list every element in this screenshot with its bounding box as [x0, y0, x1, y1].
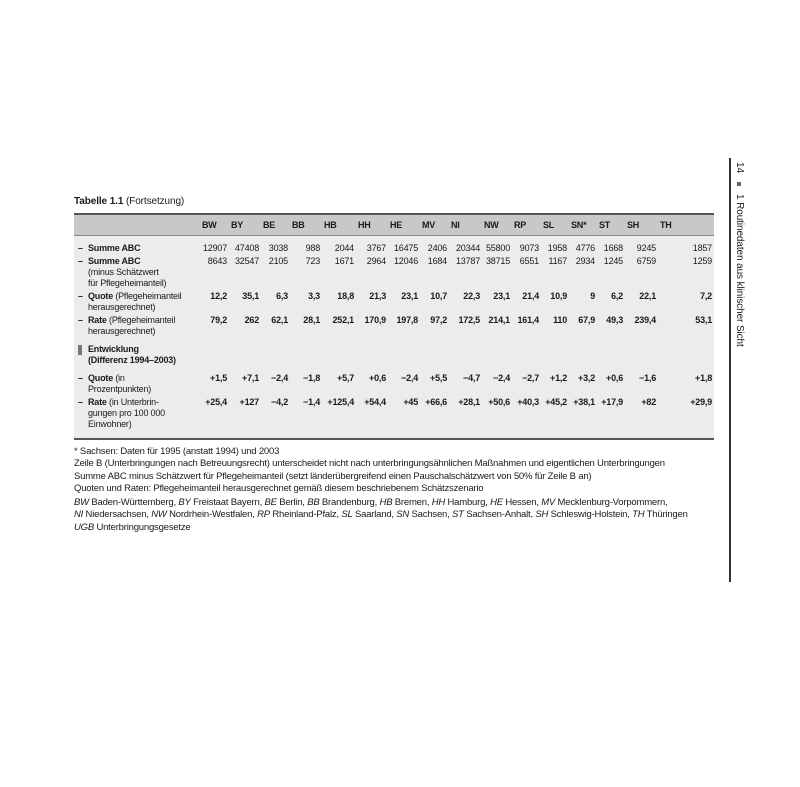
- table-cell: 4776: [575, 243, 595, 253]
- header-cell: HB: [322, 214, 356, 236]
- table-cell: 1259: [692, 256, 712, 266]
- table-cell: −2,4: [271, 373, 288, 383]
- table-cell: +0,6: [369, 373, 386, 383]
- table-cell: +3,2: [578, 373, 595, 383]
- table-cell: 252,1: [332, 315, 354, 325]
- table-cell: +5,7: [337, 373, 354, 383]
- table-cell: 28,1: [303, 315, 320, 325]
- table-cell: 20344: [455, 243, 480, 253]
- note-abbreviations: BW Baden-Württemberg, BY Freistaat Bayern, BE Berlin, BB Brandenburg, HB Bremen, HH Hamburg, HE Hessen, MV Mecklenburg-Vorpommern,: [74, 497, 668, 509]
- table-cell: 47408: [234, 243, 259, 253]
- table-cell: +0,6: [606, 373, 623, 383]
- table-cell: 12907: [202, 243, 227, 253]
- note-abbreviations-2: NI Niedersachsen, NW Nordrhein-Westfalen, RP Rheinland-Pfalz, SL Saarland, SN Sachsen, ST Sachsen-Anhalt, SH Schleswig-Holstein, TH Thüringen: [74, 509, 688, 521]
- table-cell: 22,1: [639, 291, 656, 301]
- table-cell: 1245: [603, 256, 623, 266]
- table-section-entwicklung: [74, 343, 714, 367]
- header-cell: SH: [625, 214, 658, 236]
- table-cell: 7,2: [700, 291, 712, 301]
- table-cell: 2964: [366, 256, 386, 266]
- table-cell: 55800: [485, 243, 510, 253]
- table-cell: −4,7: [463, 373, 480, 383]
- table-cell: +1,5: [210, 373, 227, 383]
- header-cell: MV: [420, 214, 449, 236]
- table-notes: [74, 446, 714, 534]
- table-cell: 239,4: [634, 315, 656, 325]
- table-cell: 10,7: [430, 291, 447, 301]
- table-cell: +45,2: [541, 396, 569, 439]
- table-cell: −1,6: [639, 373, 656, 383]
- table-row-quote: [74, 290, 714, 314]
- table-cell: 3,3: [308, 291, 320, 301]
- note-abbreviations-3: UGB Unterbringungsgesetze: [74, 521, 191, 533]
- header-cell: BE: [261, 214, 290, 236]
- table-cell: 9073: [519, 243, 539, 253]
- table-cell: +28,1: [449, 396, 482, 439]
- table-row-rate-diff: [74, 396, 714, 439]
- header-cell: ST: [597, 214, 625, 236]
- table-row-quote-diff: [74, 372, 714, 396]
- header-cell: RP: [512, 214, 541, 236]
- table-cell: 62,1: [271, 315, 288, 325]
- table-row-summe-abc-minus: [74, 255, 714, 290]
- chapter-title: 1 Routinedaten aus klinischer Sicht: [734, 194, 745, 348]
- table-cell: 6,2: [611, 291, 623, 301]
- table-cell: 9: [590, 291, 595, 301]
- table-cell: −2,4: [401, 373, 418, 383]
- note-sachsen: * Sachsen: Daten für 1995 (anstatt 1994) und 2003: [74, 446, 280, 457]
- table-cell: −1,8: [303, 373, 320, 383]
- table-cell: 1167: [548, 256, 567, 266]
- table-cell: 2406: [427, 243, 447, 253]
- table-cell: +1,2: [550, 373, 567, 383]
- header-cell: BY: [229, 214, 261, 236]
- table-cell: 79,2: [210, 315, 227, 325]
- table-cell: 23,1: [401, 291, 418, 301]
- table-caption: [74, 196, 714, 207]
- table-cell: 3767: [366, 243, 386, 253]
- table-cell: +38,1: [569, 396, 597, 439]
- table-cell: 35,1: [242, 291, 259, 301]
- row-label: – Rate (Pflegeheimanteil herausgerechnet): [78, 315, 176, 336]
- table-cell: +29,9: [658, 396, 714, 439]
- table-cell: 1668: [603, 243, 623, 253]
- table-cell: 12,2: [210, 291, 227, 301]
- table-cell: +45: [388, 396, 420, 439]
- table-cell: 161,4: [517, 315, 539, 325]
- table-cell: +25,4: [200, 396, 229, 439]
- page-content: [74, 196, 714, 534]
- table-cell: +5,5: [430, 373, 447, 383]
- note-summe-abc: Summe ABC minus Schätzwert für Pflegeheimanteil (setzt länderübergreifend einen Pauschalschätzwert von 50% für Zeile B an): [74, 470, 592, 482]
- table-header-row: [74, 214, 714, 236]
- table-cell: 2934: [575, 256, 595, 266]
- table-cell: 1857: [692, 243, 712, 253]
- table-cell: +1,8: [695, 373, 712, 383]
- running-head: [734, 162, 745, 347]
- table-cell: +7,1: [242, 373, 259, 383]
- header-cell: HH: [356, 214, 388, 236]
- table-cell: 67,9: [578, 315, 595, 325]
- note-quoten-raten: Quoten und Raten: Pflegeheimanteil herausgerechnet gemäß diesem beschriebenem Schätzszenario: [74, 482, 484, 494]
- row-label: – Summe ABC (minus Schätzwert für Pflegeheimanteil): [78, 256, 167, 288]
- table-cell: 21,4: [522, 291, 539, 301]
- table-cell: 13787: [455, 256, 480, 266]
- table-cell: 97,2: [430, 315, 447, 325]
- table-cell: 262: [244, 315, 259, 325]
- square-bullet-icon: [737, 182, 741, 186]
- table-cell: 10,9: [550, 291, 567, 301]
- section-marker-icon: [78, 345, 82, 355]
- caption-title: Tabelle 1.1: [74, 196, 124, 207]
- table-cell: 32547: [234, 256, 259, 266]
- table-cell: +66,6: [420, 396, 449, 439]
- table-cell: 49,3: [606, 315, 623, 325]
- caption-suffix: (Fortsetzung): [125, 196, 185, 207]
- table-cell: 12046: [393, 256, 418, 266]
- table-cell: 22,3: [463, 291, 480, 301]
- header-cell: TH: [658, 214, 714, 236]
- note-zeile-b: Zeile B (Unterbringungen nach Betreuungsrecht) unterscheidet nicht nach unterbringungsähnlichen Maßnahmen und eigentlichen Unterbringungen: [74, 458, 665, 470]
- margin-rule: [729, 158, 731, 582]
- table-cell: +40,3: [512, 396, 541, 439]
- row-label: – Rate (in Unterbrin- gungen pro 100 000 Einwohner): [74, 396, 200, 439]
- header-cell: BW: [200, 214, 229, 236]
- row-label: – Summe ABC: [78, 243, 141, 253]
- table-cell: 1958: [547, 243, 567, 253]
- table-cell: 723: [305, 256, 320, 266]
- table-cell: +50,6: [482, 396, 512, 439]
- table-cell: −2,7: [522, 373, 539, 383]
- header-cell: SN*: [569, 214, 597, 236]
- header-cell: SL: [541, 214, 569, 236]
- table-cell: 6551: [519, 256, 539, 266]
- table-cell: 3038: [268, 243, 288, 253]
- table-cell: 23,1: [493, 291, 510, 301]
- table-cell: +82: [625, 396, 658, 439]
- table-cell: 214,1: [488, 315, 510, 325]
- table-cell: 1671: [334, 256, 354, 266]
- data-table: [74, 213, 714, 440]
- table-row-summe-abc: [74, 236, 714, 256]
- header-label-column: [74, 214, 200, 236]
- table-cell: −1,4: [290, 396, 322, 439]
- table-row-rate: [74, 314, 714, 338]
- table-cell: 6,3: [276, 291, 288, 301]
- section-title: Entwicklung (Differenz 1994–2003): [74, 343, 714, 367]
- table-cell: +125,4: [322, 396, 356, 439]
- table-cell: +17,9: [597, 396, 625, 439]
- table-cell: 1684: [427, 256, 447, 266]
- header-cell: BB: [290, 214, 322, 236]
- header-cell: NW: [482, 214, 512, 236]
- table-cell: +127: [229, 396, 261, 439]
- table-cell: 8643: [207, 256, 227, 266]
- table-cell: 2044: [334, 243, 354, 253]
- table-cell: 9245: [636, 243, 656, 253]
- table-cell: 53,1: [695, 315, 712, 325]
- table-cell: 38715: [485, 256, 510, 266]
- table-cell: 2105: [268, 256, 288, 266]
- header-cell: NI: [449, 214, 482, 236]
- row-label: – Quote (in Prozentpunkten): [78, 373, 152, 394]
- table-cell: 172,5: [458, 315, 480, 325]
- table-cell: 16475: [393, 243, 418, 253]
- table-cell: 197,8: [396, 315, 418, 325]
- table-cell: −2,4: [493, 373, 510, 383]
- table-cell: −4,2: [261, 396, 290, 439]
- table-cell: +54,4: [356, 396, 388, 439]
- header-cell: HE: [388, 214, 420, 236]
- table-cell: 170,9: [364, 315, 386, 325]
- row-label: – Quote (Pflegeheimanteil herausgerechnet): [78, 291, 182, 312]
- table-cell: 18,8: [337, 291, 354, 301]
- table-cell: 110: [553, 315, 567, 325]
- table-cell: 6759: [636, 256, 656, 266]
- table-cell: 21,3: [369, 291, 386, 301]
- table-cell: 988: [305, 243, 320, 253]
- page-number: 14: [734, 162, 745, 173]
